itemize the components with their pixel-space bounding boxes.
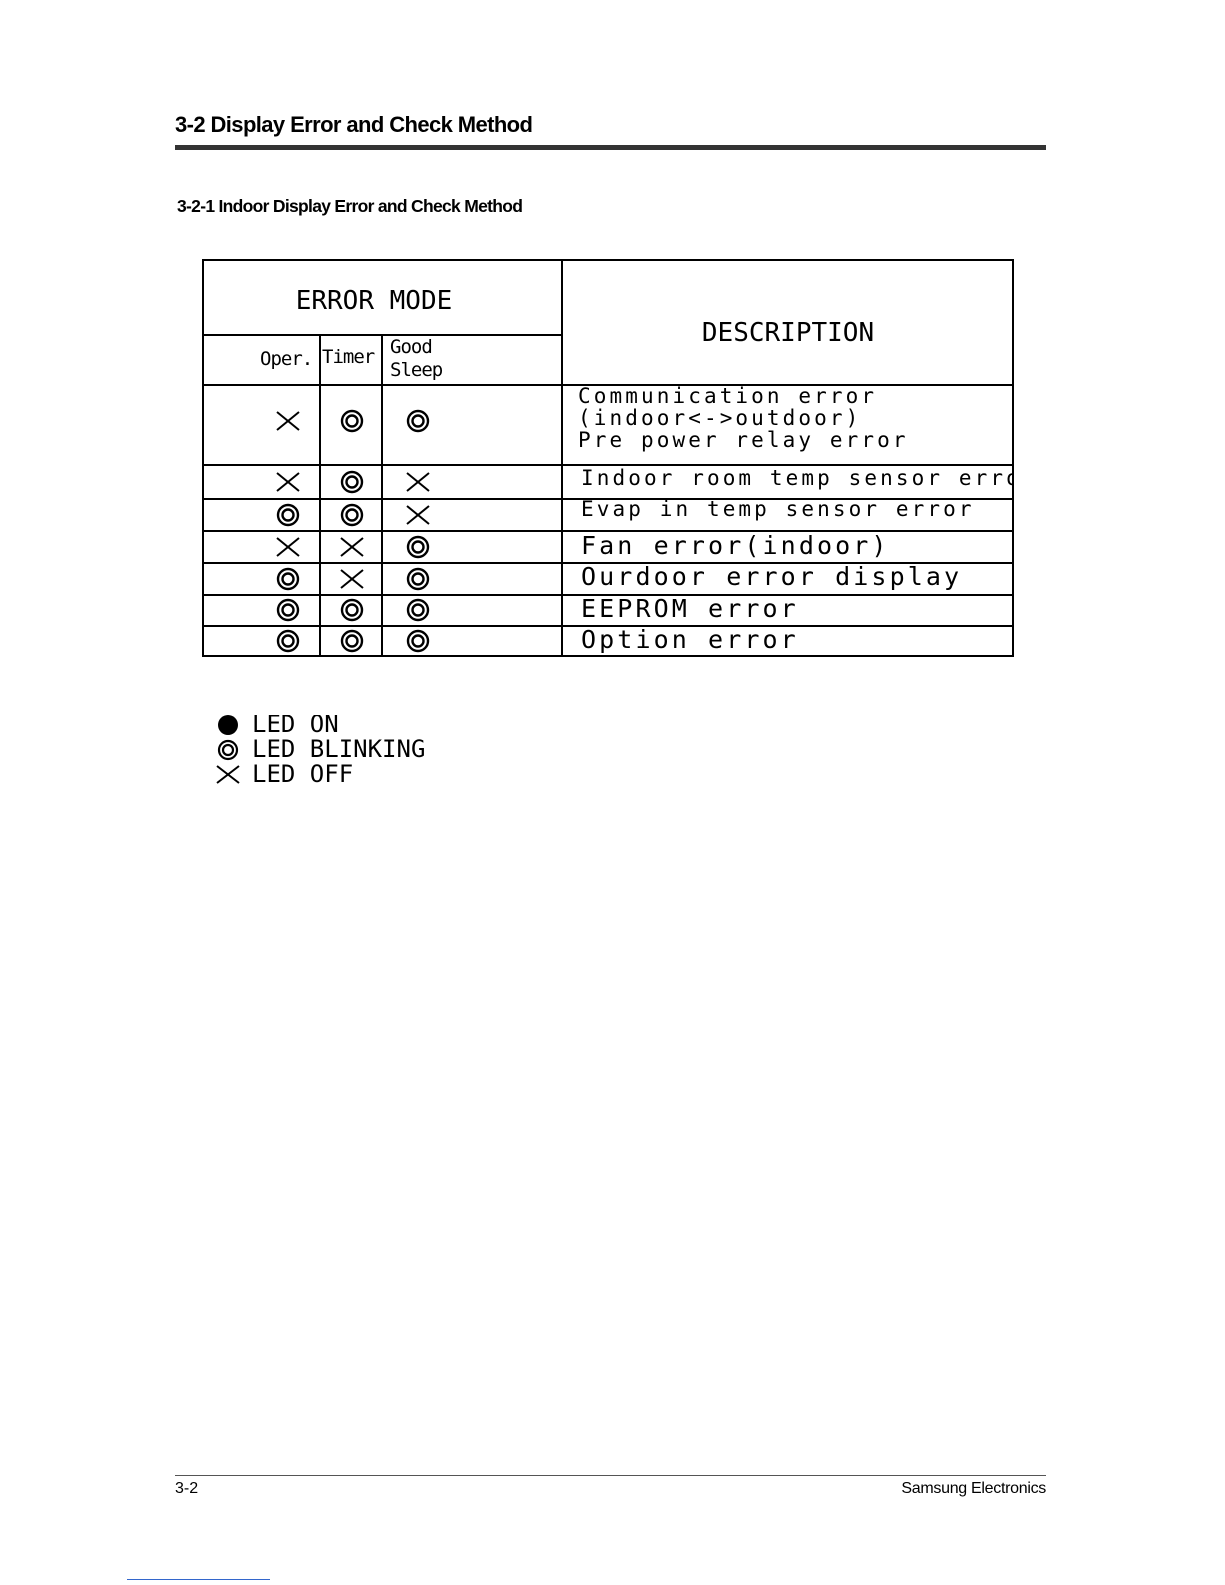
error-table-grid — [202, 259, 1014, 657]
row-6-desc: EEPROM error — [581, 594, 799, 623]
led-off-icon — [217, 766, 239, 783]
bottom-link-underline[interactable] — [127, 1579, 270, 1580]
row-2-desc: Indoor room temp sensor error — [581, 466, 1014, 490]
led-off-mark — [277, 412, 299, 430]
row-1-desc-line-1: Communication error — [578, 384, 878, 408]
led-off-mark — [277, 538, 299, 556]
oper-column-header: Oper. — [260, 348, 313, 370]
row-7-desc: Option error — [581, 625, 799, 654]
led-blinking-mark — [342, 411, 362, 431]
error-mode-header: ERROR MODE — [295, 286, 453, 316]
legend-led-off-label: LED OFF — [252, 760, 354, 788]
led-blinking-mark — [408, 600, 428, 620]
row-1-desc-line-3: Pre power relay error — [578, 428, 909, 452]
led-blinking-mark — [408, 631, 428, 651]
sleep-column-header: Sleep — [390, 359, 443, 381]
led-off-mark — [341, 538, 363, 556]
good-column-header: Good — [390, 336, 432, 358]
row-3-desc: Evap in temp sensor error — [581, 497, 975, 521]
led-blinking-mark — [278, 505, 298, 525]
row-1-desc-line-2: (indoor<->outdoor) — [578, 406, 862, 430]
led-blinking-mark — [408, 569, 428, 589]
led-blinking-mark — [278, 569, 298, 589]
led-off-mark — [277, 473, 299, 491]
description-header: DESCRIPTION — [701, 318, 875, 348]
led-blinking-mark — [342, 472, 362, 492]
title-rule — [175, 145, 1046, 150]
legend-led-blinking-label: LED BLINKING — [252, 735, 426, 763]
led-on-icon — [218, 715, 238, 735]
led-legend — [215, 715, 475, 796]
led-off-mark — [341, 570, 363, 588]
led-off-mark — [407, 506, 429, 524]
row-4-desc: Fan error(indoor) — [581, 531, 890, 560]
led-blinking-mark — [408, 411, 428, 431]
row-5-desc: Ourdoor error display — [581, 562, 963, 591]
led-blinking-mark — [408, 537, 428, 557]
led-off-mark — [407, 473, 429, 491]
led-blinking-icon — [219, 741, 237, 759]
subsection-title: 3-2-1 Indoor Display Error and Check Method — [177, 196, 523, 216]
led-legend-graphic — [215, 715, 475, 791]
section-title: 3-2 Display Error and Check Method — [175, 112, 533, 137]
timer-column-header: Timer — [322, 346, 375, 368]
legend-led-on-label: LED ON — [252, 715, 339, 738]
error-table — [202, 259, 1014, 662]
led-blinking-mark — [278, 631, 298, 651]
footer-rule — [175, 1475, 1046, 1476]
led-blinking-mark — [342, 505, 362, 525]
led-blinking-mark — [342, 600, 362, 620]
led-blinking-mark — [342, 631, 362, 651]
footer-company: Samsung Electronics — [901, 1480, 1046, 1497]
page-number: 3-2 — [175, 1480, 199, 1497]
led-blinking-mark — [278, 600, 298, 620]
